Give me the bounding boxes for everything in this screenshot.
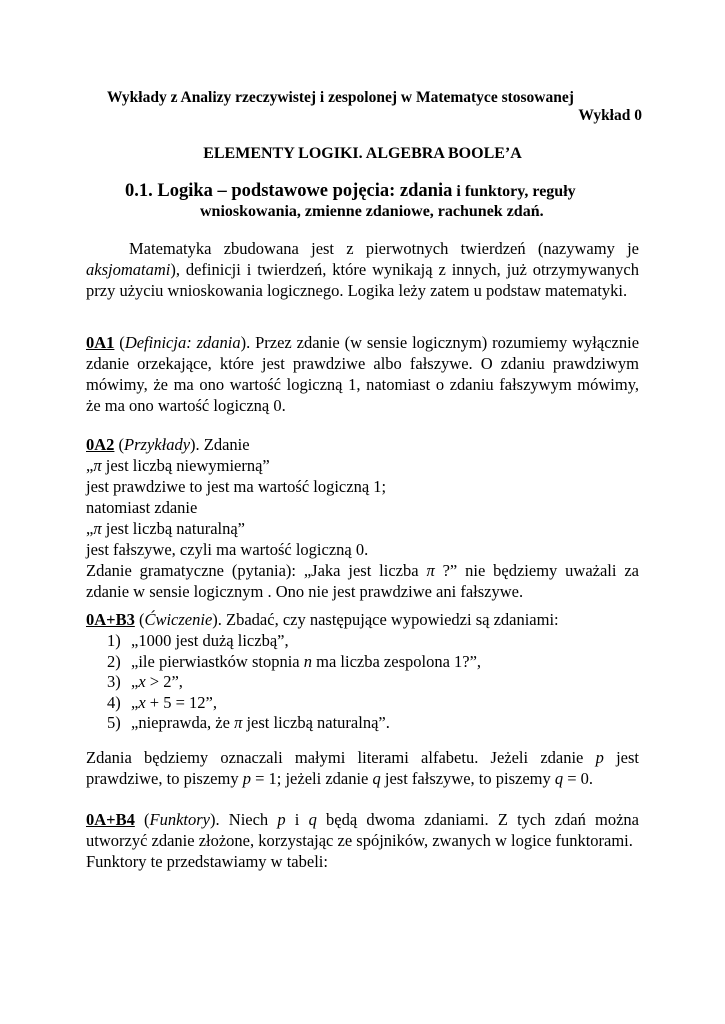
a2-line6: jest fałszywe, czyli ma wartość logiczną 0. xyxy=(86,540,369,559)
list-item-text: „1000 jest dużą liczbą”, xyxy=(131,631,289,650)
label-0a-b3: 0A+B3 xyxy=(86,610,135,629)
exercise-list xyxy=(107,631,646,734)
var-q: q xyxy=(554,769,564,788)
a2-q2-rest: jest liczbą naturalną” xyxy=(101,519,245,538)
list-item-text: + 5 = 12”, xyxy=(145,692,217,712)
variables-paragraph xyxy=(86,747,639,789)
pi-symbol: π xyxy=(426,561,435,580)
list-item-text: „ile pierwiastków stopnia xyxy=(131,651,304,671)
var-p: p xyxy=(277,810,286,829)
list-item xyxy=(107,713,646,734)
a2-line2 xyxy=(86,455,639,476)
var-p: p xyxy=(242,769,251,788)
list-item-var: x xyxy=(138,672,146,691)
b4-text-b: ). Niech xyxy=(209,810,278,829)
a2-text-a: ( xyxy=(114,435,125,454)
section-heading-rest: i funktory, reguły xyxy=(452,183,576,200)
var-q: q xyxy=(308,810,317,829)
chapter-title: ELEMENTY LOGIKI. ALGEBRA BOOLE’A xyxy=(203,145,522,162)
b3-text-b: ). Zbadać, czy następujące wypowiedzi są zdaniami: xyxy=(212,610,559,629)
vars-text-c: = 1; jeżeli zdanie xyxy=(250,769,373,788)
a2-l7a: Zdanie gramatyczne (pytania): „Jaka jest liczba xyxy=(86,561,427,580)
var-p: p xyxy=(595,748,604,767)
list-item-text: > 2”, xyxy=(145,672,183,691)
var-q: q xyxy=(372,769,381,788)
b4-kind: Funktory xyxy=(149,810,210,829)
intro-paragraph xyxy=(86,238,639,301)
list-item-var: π xyxy=(234,713,243,732)
list-item-number: 1) xyxy=(107,631,121,650)
list-item-var: x xyxy=(138,692,146,712)
a2-line4: natomiast zdanie xyxy=(86,498,198,517)
vars-text-e: = 0. xyxy=(563,769,594,788)
a1-text-b: ). Przez zdanie (w sensie logicznym) rozumiemy wyłącznie zdanie orzekające, które jest prawdziwe albo fałszywe. O zdaniu prawdziwym mówimy, że ma ono wartość logiczną 1, natomiast o zdaniu fałszywym mówimy, że ma ono wartość logiczną 0. xyxy=(86,333,640,415)
label-0a-b4: 0A+B4 xyxy=(86,810,135,829)
list-item-text: ma liczba zespolona 1?”, xyxy=(312,651,482,671)
b4-text-c: i xyxy=(285,810,309,829)
a1-kind: Definicja: zdania xyxy=(124,333,241,352)
a2-q2-open: „ xyxy=(86,519,94,538)
lecture-number: Wykład 0 xyxy=(578,107,642,124)
list-item xyxy=(107,693,646,714)
label-0a1: 0A1 xyxy=(86,333,115,352)
intro-text-a: Matematyka zbudowana jest z pierwotnych twierdzeń (nazywamy je xyxy=(129,239,639,258)
list-item-text: „nieprawda, że xyxy=(131,713,235,732)
a2-text-b: ). Zdanie xyxy=(190,435,250,454)
b3-line1 xyxy=(86,609,646,630)
b4-paragraph xyxy=(86,809,639,851)
b3-kind: Ćwiczenie xyxy=(144,610,213,629)
list-item xyxy=(107,652,646,673)
list-item xyxy=(107,672,646,693)
a2-line1 xyxy=(86,434,639,455)
b4-text-a: ( xyxy=(134,810,150,829)
list-item-number: 3) xyxy=(107,672,121,691)
a2-kind: Przykłady xyxy=(124,435,191,454)
a2-q1-rest: jest liczbą niewymierną” xyxy=(101,456,270,475)
functors-0a-b4 xyxy=(86,809,639,872)
a2-line7 xyxy=(86,560,639,602)
b4-line2: Funktory te przedstawiamy w tabeli: xyxy=(86,852,328,871)
definition-0a1 xyxy=(86,332,639,416)
a2-line5 xyxy=(86,518,639,539)
examples-0a2 xyxy=(86,434,639,602)
vars-text-d: jest fałszywe, to piszemy xyxy=(380,769,555,788)
a1-text-a: ( xyxy=(114,333,125,352)
a2-q1-open: „ xyxy=(86,456,94,475)
pi-symbol: π xyxy=(93,456,102,475)
a2-l7b: ?” nie będziemy uważali za zdanie w sensie logicznym . Ono nie jest prawdziwe ani fałszywe. xyxy=(86,561,639,601)
section-heading-line2: wnioskowania, zmienne zdaniowe, rachunek zdań. xyxy=(200,203,544,220)
list-item-number: 4) xyxy=(107,692,121,712)
b4-text-d: będą dwoma zdaniami. Z tych zdań można utworzyć zdanie złożone, korzystając ze spójników, zwanych w logice funktorami. xyxy=(86,810,639,850)
vars-text-b: jest prawdziwe, to piszemy xyxy=(86,748,639,788)
list-item-number: 5) xyxy=(107,713,121,732)
list-item-var: n xyxy=(303,651,313,671)
list-item-text: „ xyxy=(131,672,139,691)
list-item-number: 2) xyxy=(107,651,121,671)
list-item-text: jest liczbą naturalną”. xyxy=(242,713,390,732)
a2-line3: jest prawdziwe to jest ma wartość logiczną 1; xyxy=(86,477,387,496)
section-heading-main: 0.1. Logika – podstawowe pojęcia: zdania xyxy=(125,181,453,201)
b3-text-a: ( xyxy=(134,610,145,629)
list-item xyxy=(107,631,646,652)
list-item-text: „ xyxy=(131,692,139,712)
vars-text-a: Zdania będziemy oznaczali małymi literami alfabetu. Jeżeli zdanie xyxy=(86,748,596,767)
exercise-0a-b3 xyxy=(86,609,646,734)
intro-term-axioms: aksjomatami xyxy=(86,260,171,279)
label-0a2: 0A2 xyxy=(86,435,115,454)
lecture-series-header: Wykłady z Analizy rzeczywistej i zespolonej w Matematyce stosowanej xyxy=(107,89,574,106)
pi-symbol: π xyxy=(93,519,102,538)
intro-text-c: ), definicji i twierdzeń, które wynikają z innych, już otrzymywanych przy użyciu wnioskowania logicznego. Logika leży zatem u podstaw matematyki. xyxy=(86,260,639,300)
section-heading xyxy=(125,180,576,203)
